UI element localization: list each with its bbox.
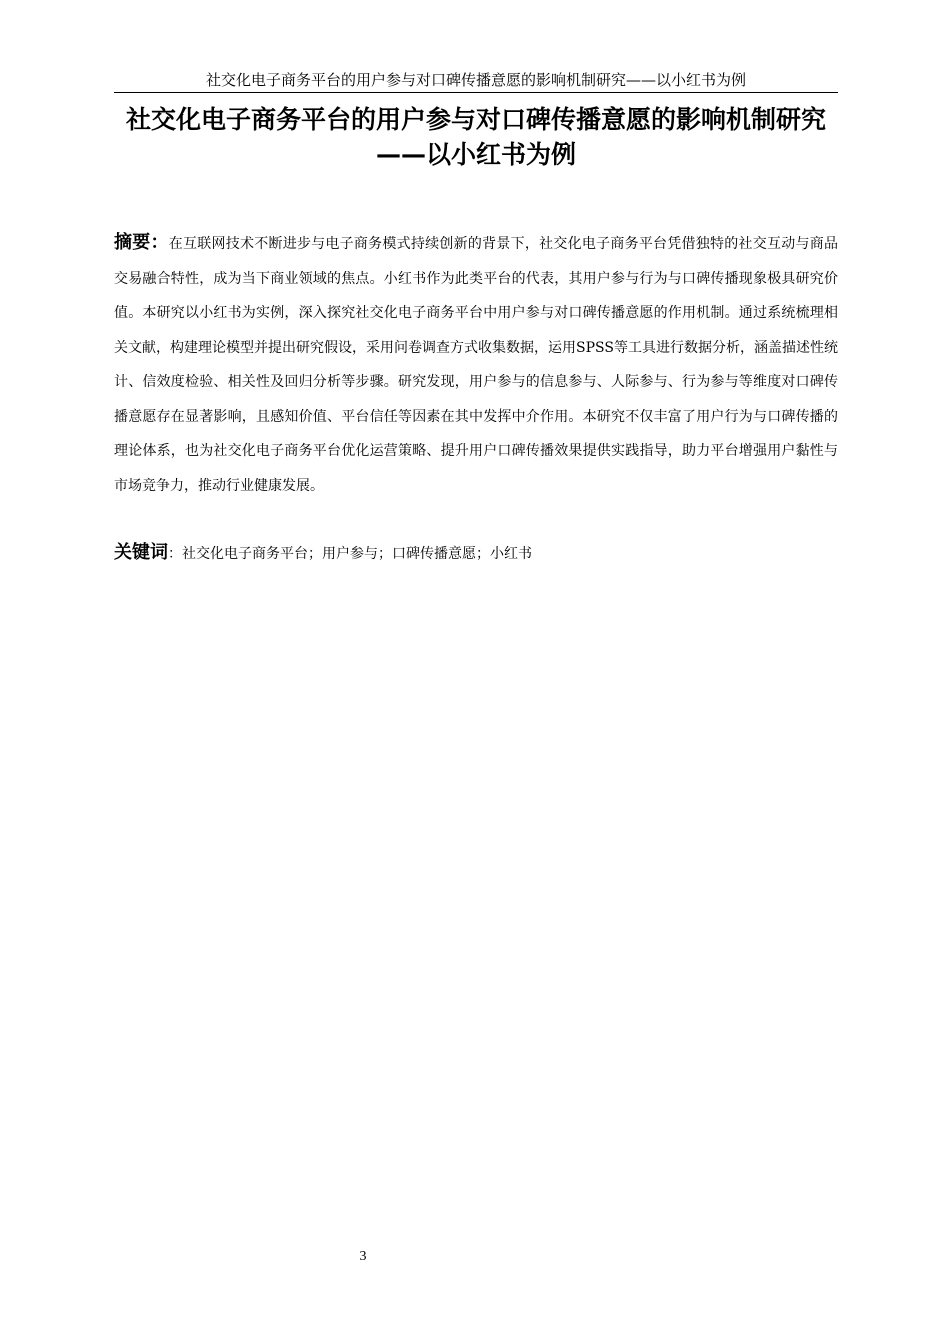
abstract <box>114 226 838 503</box>
keywords-label: 关键词 <box>114 542 168 563</box>
paper-title: 社交化电子商务平台的用户参与对口碑传播意愿的影响机制研究——以小红书为例 <box>125 105 826 169</box>
header-rule <box>114 92 838 93</box>
keywords <box>114 536 838 571</box>
abstract-text: 在互联网技术不断进步与电子商务模式持续创新的背景下，社交化电子商务平台凭借独特的社交互动与商品交易融合特性，成为当下商业领域的焦点。小红书作为此类平台的代表，其用户参与行为与口碑传播现象极具研究价值。本研究以小红书为实例，深入探究社交化电子商务平台中用户参与对口碑传播意愿的作用机制。通过系统梳理相关文献，构建理论模型并提出研究假设，采用问卷调查方式收集数据，运用SPSS等工具进行数据分析，涵盖描述性统计、信效度检验、相关性及回归分析等步骤。研究发现，用户参与的信息参与、人际参与、行为参与等维度对口碑传播意愿存在显著影响，且感知价值、平台信任等因素在其中发挥中介作用。本研究不仅丰富了用户行为与口碑传播的理论体系，也为社交化电子商务平台优化运营策略、提升用户口碑传播效果提供实践指导，助力平台增强用户黏性与市场竞争力，推动行业健康发展。 <box>114 236 838 494</box>
running-header: 社交化电子商务平台的用户参与对口碑传播意愿的影响机制研究——以小红书为例 <box>205 71 746 89</box>
page-number: 3 <box>359 1249 367 1264</box>
abstract-label: 摘要： <box>114 232 169 253</box>
keywords-text: ：社交化电子商务平台；用户参与；口碑传播意愿；小红书 <box>168 546 532 562</box>
